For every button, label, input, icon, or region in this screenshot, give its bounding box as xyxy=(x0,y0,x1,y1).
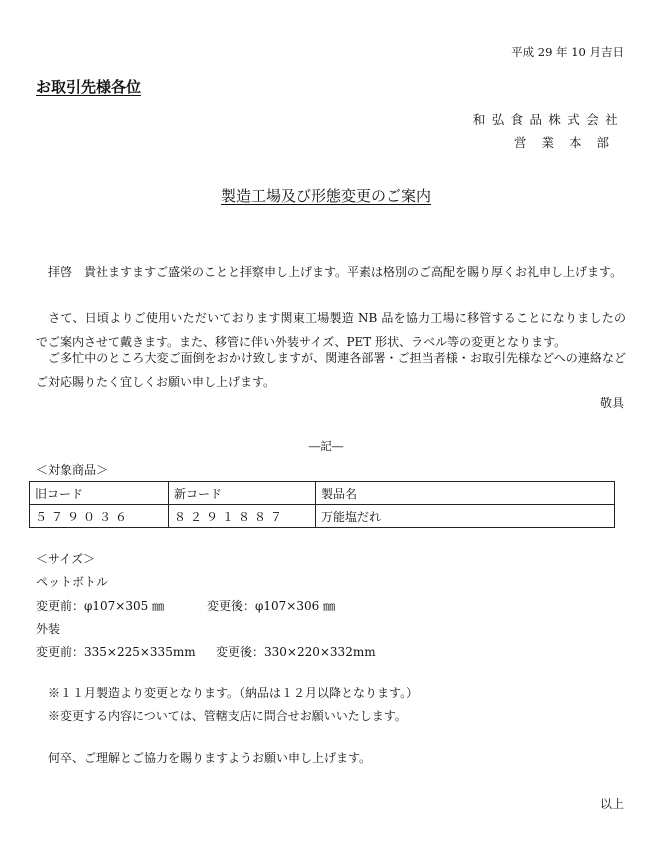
outer-box-label: 外装 xyxy=(36,622,61,636)
note-contact: ※変更する内容については、管轄支店に問合せお願いいたします。 xyxy=(48,709,407,723)
sender-department: 営業本部 xyxy=(513,135,624,150)
header-product-name: 製品名 xyxy=(316,482,615,505)
product-table xyxy=(29,481,615,528)
document-date: 平成 29 年 10 月吉日 xyxy=(511,45,624,59)
header-old-code: 旧コード xyxy=(30,482,169,505)
cell-new-code: ８２９１８８７ xyxy=(169,505,316,528)
addressee: お取引先様各位 xyxy=(36,78,142,96)
closing-keigu: 敬具 xyxy=(599,396,624,410)
body-paragraph-notice: さて、日頃よりご使用いただいております関東工場製造 NB 品を協力工場に移管することになりましたのでご案内させて戴きます。また、移管に伴い外装サイズ、PET 形状、ラベル等の変更となります。 xyxy=(36,311,626,349)
body-paragraph-request: ご多忙中のところ大変ご面倒をおかけ致しますが、関連各部署・ご担当者様・お取引先様などへの連絡などご対応賜りたく宜しくお願い申し上げます。 xyxy=(36,351,626,389)
end-mark: 以上 xyxy=(599,797,624,811)
size-heading: ＜サイズ＞ xyxy=(36,552,96,566)
cell-old-code: ５７９０３６ xyxy=(30,505,169,528)
note-timing: ※１１月製造より変更となります。（納品は１２月以降となります。） xyxy=(48,686,419,700)
outer-size-after: 変更後：330×220×332mm xyxy=(216,645,376,659)
final-request: 何卒、ご理解とご協力を賜りますようお願い申し上げます。 xyxy=(48,751,372,765)
body-paragraph-greeting: 拝啓 貴社ますますご盛栄のことと拝察申し上げます。平素は格別のご高配を賜り厚くお礼申し上げます。 xyxy=(36,265,623,279)
document-title: 製造工場及び形態変更のご案内 xyxy=(220,187,431,205)
cell-product-name: 万能塩だれ xyxy=(316,505,615,528)
outer-size-before: 変更前：335×225×335mm xyxy=(36,645,196,659)
table-row xyxy=(30,505,615,528)
ki-heading: ―記― xyxy=(308,439,344,453)
pet-size-before: 変更前：φ107×305 ㎜ xyxy=(36,599,165,613)
table-header-row xyxy=(30,482,615,505)
pet-size-after: 変更後：φ107×306 ㎜ xyxy=(207,599,336,613)
target-products-heading: ＜対象商品＞ xyxy=(36,463,109,477)
header-new-code: 新コード xyxy=(169,482,316,505)
pet-bottle-label: ペットボトル xyxy=(36,575,109,589)
sender-company: 和弘食品株式会社 xyxy=(472,112,624,127)
